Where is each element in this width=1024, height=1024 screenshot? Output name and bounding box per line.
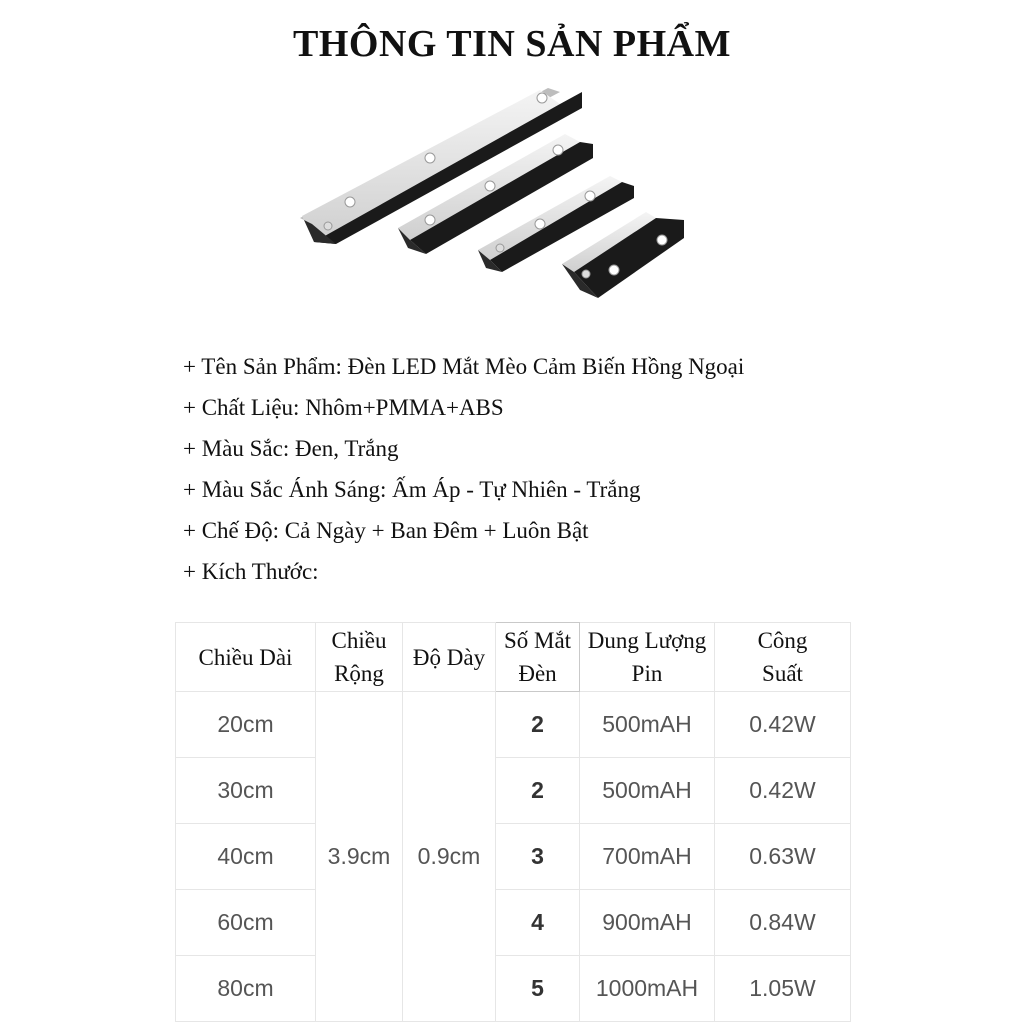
table-header-row (176, 623, 851, 692)
table-row (176, 956, 851, 1022)
product-image (290, 78, 710, 310)
cell-battery: 1000mAH (580, 956, 715, 1022)
header-thickness: Độ Dày (403, 623, 496, 692)
spec-color: + Màu Sắc: Đen, Trắng (183, 436, 399, 461)
cell-length: 20cm (176, 692, 316, 758)
page-title: THÔNG TIN SẢN PHẨM (293, 23, 731, 65)
table-row (176, 758, 851, 824)
size-table-wrapper (175, 622, 850, 1022)
cell-led-count: 2 (496, 692, 580, 758)
cell-power: 0.42W (715, 758, 851, 824)
cell-led-count: 2 (496, 758, 580, 824)
size-table (175, 622, 851, 1022)
cell-power: 0.42W (715, 692, 851, 758)
header-led-count: Số Mắt Đèn (496, 623, 580, 692)
spec-material: + Chất Liệu: Nhôm+PMMA+ABS (183, 395, 504, 420)
header-width: Chiều Rộng (316, 623, 403, 692)
spec-mode: + Chế Độ: Cả Ngày + Ban Đêm + Luôn Bật (183, 518, 589, 543)
cell-power: 0.63W (715, 824, 851, 890)
table-row (176, 824, 851, 890)
header-power: Công Suất (715, 623, 851, 692)
cell-battery: 500mAH (580, 692, 715, 758)
spec-light-color: + Màu Sắc Ánh Sáng: Ấm Áp - Tự Nhiên - Trắng (183, 477, 641, 502)
table-row (176, 692, 851, 758)
cell-battery: 500mAH (580, 758, 715, 824)
cell-power: 1.05W (715, 956, 851, 1022)
spec-size: + Kích Thước: (183, 559, 319, 584)
cell-length: 80cm (176, 956, 316, 1022)
header-length: Chiều Dài (176, 623, 316, 692)
spec-list (183, 346, 744, 592)
cell-length: 60cm (176, 890, 316, 956)
cell-length: 30cm (176, 758, 316, 824)
cell-thickness: 0.9cm (403, 692, 496, 1022)
spec-product-name: + Tên Sản Phẩm: Đèn LED Mắt Mèo Cảm Biến Hồng Ngoại (183, 354, 745, 379)
cell-battery: 700mAH (580, 824, 715, 890)
header-battery: Dung Lượng Pin (580, 623, 715, 692)
cell-power: 0.84W (715, 890, 851, 956)
cell-battery: 900mAH (580, 890, 715, 956)
cell-led-count: 4 (496, 890, 580, 956)
cell-led-count: 5 (496, 956, 580, 1022)
cell-length: 40cm (176, 824, 316, 890)
cell-width: 3.9cm (316, 692, 403, 1022)
cell-led-count: 3 (496, 824, 580, 890)
table-row (176, 890, 851, 956)
